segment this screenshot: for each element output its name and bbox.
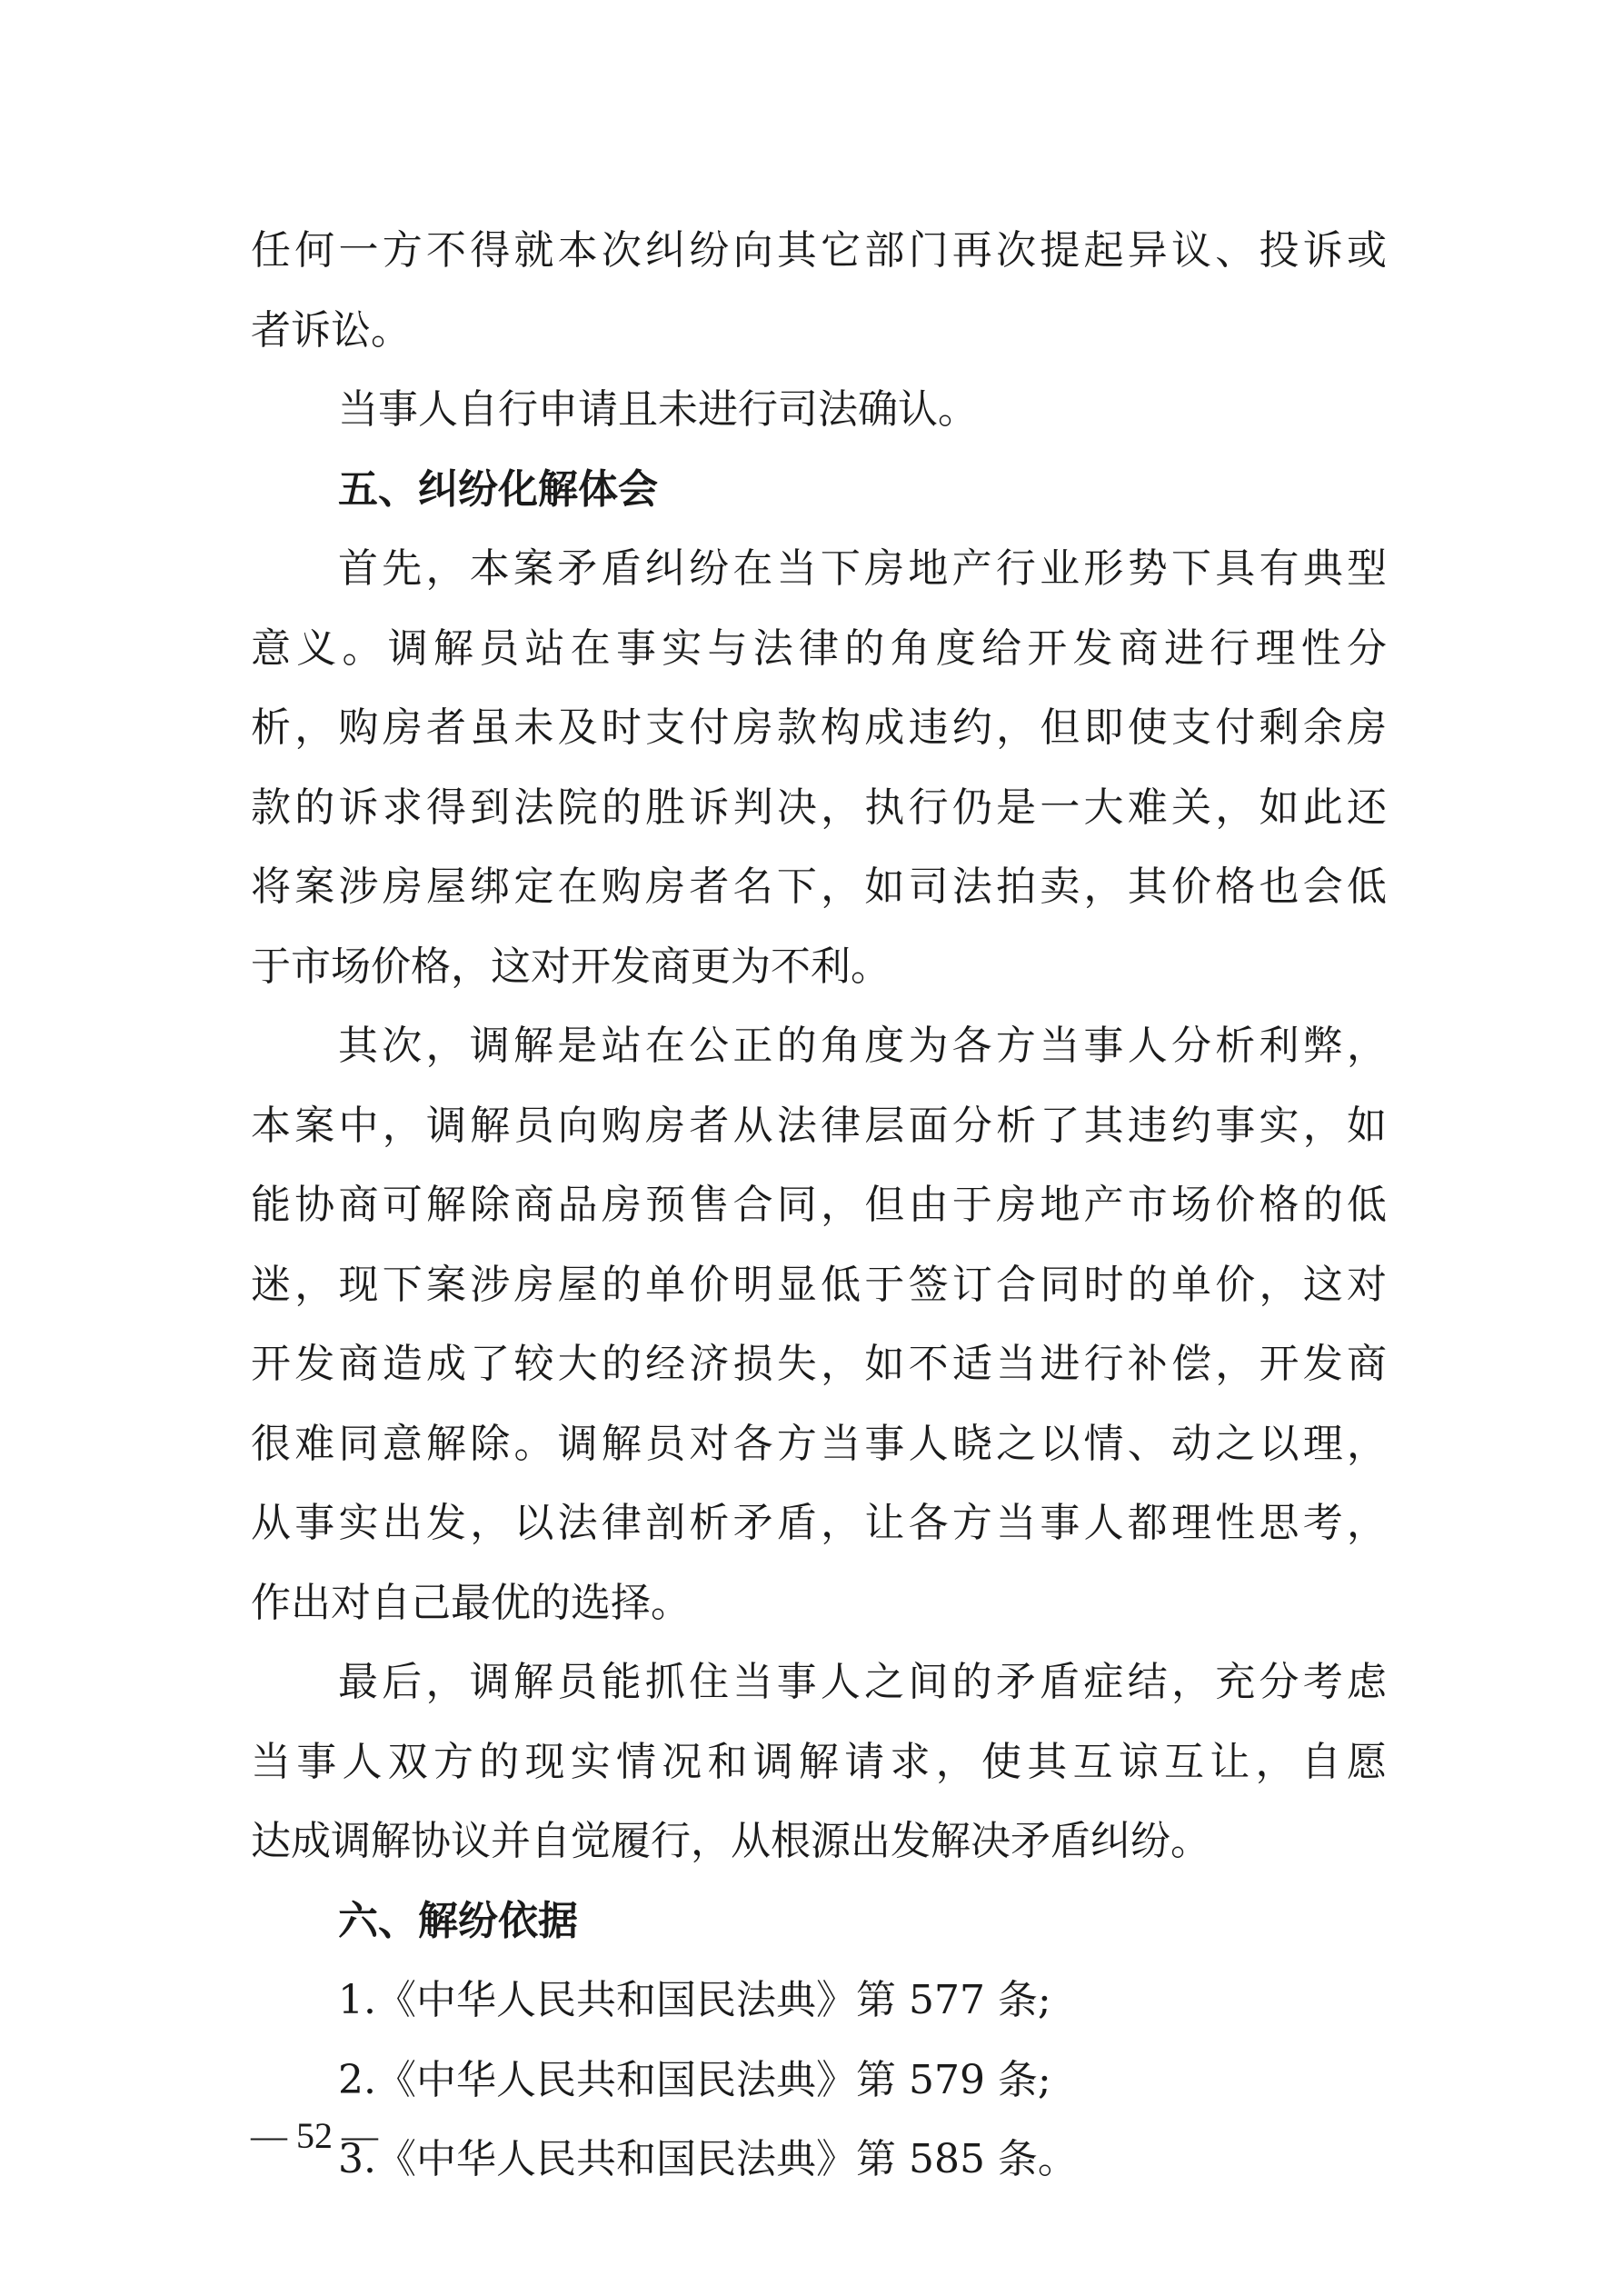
text-line: 达成调解协议并自觉履行，从根源出发解决矛盾纠纷。	[251, 1818, 1210, 1864]
page-number: — 52 —	[251, 2115, 378, 2156]
text-line: 开发商造成了较大的经济损失，如不适当进行补偿，开发商	[251, 1341, 1387, 1387]
text-line: 作出对自己最优的选择。	[251, 1579, 691, 1626]
text-line: 款的诉求得到法院的胜诉判决，执行仍是一大难关，如此还	[251, 784, 1387, 831]
text-line: 迷，现下案涉房屋的单价明显低于签订合同时的单价，这对	[251, 1261, 1387, 1308]
paragraph-last	[251, 1642, 1387, 1882]
paragraph-no-judicial-confirmation	[251, 370, 1387, 450]
heading-text: 五、纠纷化解体会	[338, 465, 658, 513]
text-line: 最后，调解员能抓住当事人之间的矛盾症结，充分考虑	[338, 1659, 1387, 1705]
text-line: 意义。调解员站在事实与法律的角度给开发商进行理性分	[251, 624, 1387, 672]
legal-basis-list	[251, 1961, 1387, 2200]
text-line: 任何一方不得就本次纠纷向其它部门再次提起异议、投诉或	[251, 227, 1387, 274]
text-line: 其次，调解是站在公正的角度为各方当事人分析利弊，	[338, 1023, 1387, 1069]
legal-basis-item: 3.《中华人民共和国民法典》第 585 条。	[338, 2136, 1078, 2182]
text-line: 本案中，调解员向购房者从法律层面分析了其违约事实，如	[251, 1102, 1387, 1149]
text-line: 首先，本案矛盾纠纷在当下房地产行业形势下具有典型	[338, 545, 1387, 592]
document-body	[251, 211, 1387, 2200]
text-line: 将案涉房屋绑定在购房者名下，如司法拍卖，其价格也会低	[251, 863, 1387, 910]
heading-text: 六、解纷依据	[338, 1897, 578, 1944]
text-line: 从事实出发，以法律剖析矛盾，让各方当事人都理性思考，	[251, 1500, 1387, 1546]
legal-basis-item: 1.《中华人民共和国民法典》第 577 条;	[338, 1977, 1051, 2023]
text-line: 很难同意解除。调解员对各方当事人晓之以情、动之以理，	[251, 1420, 1387, 1467]
section-heading-legal-basis	[251, 1882, 1387, 1962]
text-line: 能协商可解除商品房预售合同，但由于房地产市场价格的低	[251, 1182, 1387, 1228]
text-line: 析，购房者虽未及时支付房款构成违约，但即使支付剩余房	[251, 704, 1387, 751]
paragraph-agreement-continued	[251, 211, 1387, 370]
paragraph-second	[251, 1006, 1387, 1642]
section-heading-dispute-resolution-insights	[251, 450, 1387, 530]
paragraph-first	[251, 529, 1387, 1006]
legal-basis-item: 2.《中华人民共和国民法典》第 579 条;	[338, 2056, 1051, 2103]
text-line: 当事人自行申请且未进行司法确认。	[338, 386, 978, 433]
text-line: 于市场价格，这对开发商更为不利。	[251, 943, 891, 990]
text-line: 者诉讼。	[251, 306, 411, 354]
text-line: 当事人双方的现实情况和调解请求，使其互谅互让，自愿	[251, 1738, 1387, 1785]
